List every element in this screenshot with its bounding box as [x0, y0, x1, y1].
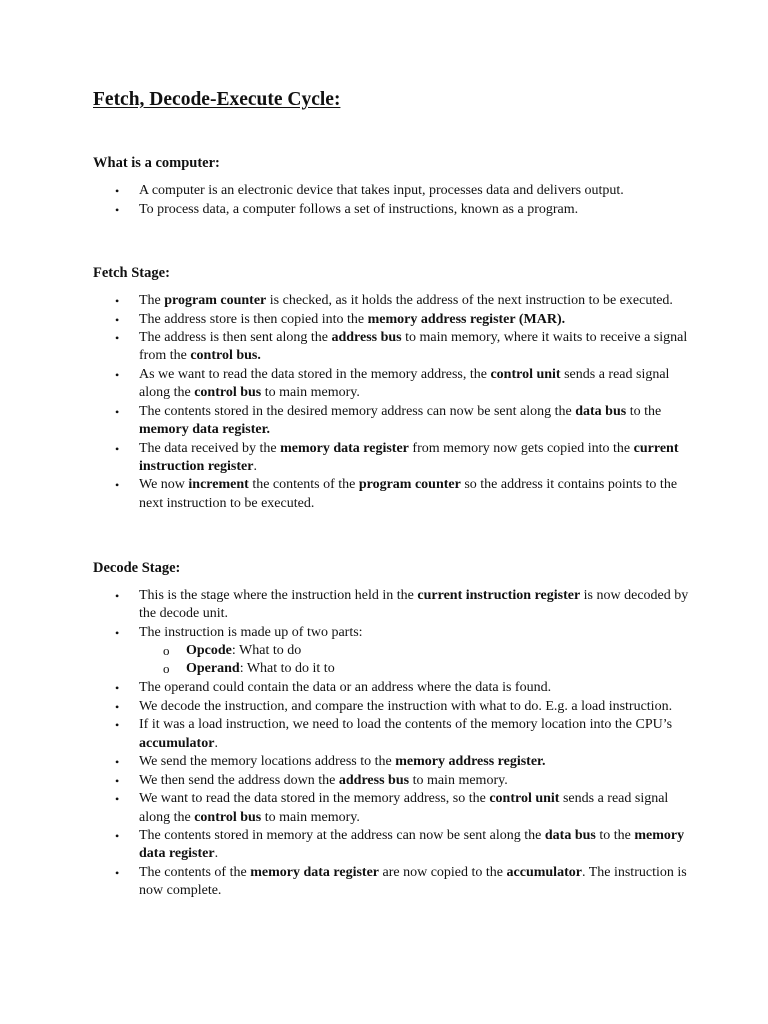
key-term: memory address register.: [395, 754, 546, 770]
key-term: memory data register: [139, 828, 685, 862]
bullet-icon: •: [115, 478, 120, 493]
list-item-text: . The instruction is now complete.: [139, 864, 687, 899]
list-item: [93, 587, 693, 623]
list-item-text: to the: [595, 828, 635, 844]
list-item: [93, 311, 693, 329]
section-decode-stage: [93, 559, 693, 901]
list-item: [93, 864, 693, 900]
list-item: [93, 329, 693, 365]
bullet-icon: •: [115, 681, 120, 696]
bullet-icon: •: [115, 404, 120, 419]
sub-list-item: [139, 642, 693, 660]
bullet-icon: •: [115, 792, 120, 807]
key-term: address bus: [338, 772, 410, 788]
list-item-text: sends a read signal along the: [139, 791, 669, 825]
list-item-text: : What to do: [231, 643, 302, 658]
bullet-icon: •: [115, 589, 120, 603]
key-term: memory data register: [280, 440, 409, 456]
list-item: [93, 182, 693, 200]
list-item-text: The operand could contain the data or an address where the data is found.: [139, 680, 552, 696]
section-heading: Decode Stage:: [93, 560, 181, 576]
list-item-text: is now decoded by the decode unit.: [139, 588, 689, 622]
bullet-list: [93, 292, 693, 513]
list-item-text: The: [139, 293, 165, 308]
list-item: [93, 698, 693, 716]
list-item-text: To process data, a computer follows a set of instructions, known as a program.: [139, 201, 579, 217]
list-item: [93, 403, 693, 439]
list-item: [93, 201, 693, 219]
key-term: current instruction register: [417, 588, 581, 603]
bullet-list: [93, 587, 693, 900]
key-term: control unit: [489, 791, 560, 807]
list-item-text: A computer is an electronic device that takes input, processes data and delivers output.: [139, 183, 624, 198]
key-term: memory data register: [250, 864, 379, 880]
list-item-text: is checked, as it holds the address of the next instruction to be executed.: [266, 293, 673, 308]
key-term: memory address register (MAR).: [367, 311, 566, 327]
key-term: data bus: [575, 403, 627, 419]
key-term: control bus.: [190, 348, 261, 364]
list-item-text: The instruction is made up of two parts:: [139, 624, 363, 640]
list-item-text: The address is then sent along the: [139, 330, 332, 346]
bullet-icon: •: [115, 718, 120, 733]
list-item-text: to main memory.: [261, 809, 360, 825]
list-item-text: to main memory, where it waits to receive a signal from the: [139, 330, 688, 364]
list-item-text: If it was a load instruction, we need to load the contents of the memory location into the CPU’s: [139, 717, 673, 733]
list-item-text: We decode the instruction, and compare the instruction with what to do. E.g. a load instruction.: [139, 698, 673, 714]
bullet-icon: •: [115, 331, 120, 346]
list-item-text: We send the memory locations address to the: [139, 754, 396, 770]
list-item-text: to main memory.: [261, 385, 360, 401]
list-item: [93, 679, 693, 697]
section-heading: Fetch Stage:: [93, 265, 170, 281]
bullet-icon: •: [115, 184, 120, 198]
list-item-text: The address store is then copied into the: [139, 311, 368, 327]
list-item: [93, 440, 693, 476]
key-term: accumulator: [139, 735, 215, 751]
list-item: [93, 716, 693, 752]
list-item: [93, 827, 693, 863]
list-item-text: .: [214, 846, 219, 862]
key-term: memory data register.: [139, 421, 271, 437]
list-item-text: We want to read the data stored in the memory address, so the: [139, 791, 490, 807]
bullet-icon: •: [115, 441, 120, 456]
list-item-text: This is the stage where the instruction held in the: [139, 588, 418, 603]
key-term: control unit: [490, 366, 561, 382]
section-what-is-a-computer: [93, 154, 693, 219]
list-item-text: : What to do it to: [239, 661, 335, 677]
bullet-list: [93, 182, 693, 219]
list-item-text: The contents stored in memory at the address can now be sent along the: [139, 828, 545, 844]
key-term: control bus: [194, 385, 262, 401]
bullet-icon: •: [115, 202, 120, 217]
key-term: program counter: [358, 477, 461, 493]
key-term: address bus: [331, 330, 402, 346]
bullet-icon: •: [115, 625, 120, 640]
bullet-icon: •: [115, 865, 120, 880]
list-item-text: the contents of the: [248, 477, 359, 493]
list-item-text: We then send the address down the: [139, 772, 339, 788]
list-item: [93, 790, 693, 826]
sub-bullet-icon: o: [163, 661, 170, 677]
list-item-text: so the address it contains points to the next instruction to be executed.: [139, 477, 678, 511]
section-fetch-stage: [93, 264, 693, 513]
list-item-text: are now copied to the: [379, 864, 507, 880]
list-item-text: to main memory.: [409, 772, 508, 788]
list-item-text: We now: [139, 477, 189, 493]
bullet-icon: •: [115, 829, 120, 844]
list-item-text: sends a read signal along the: [139, 366, 670, 401]
list-item: [93, 624, 693, 679]
list-item-text: The data received by the: [139, 440, 281, 456]
sub-list: [139, 642, 693, 679]
bullet-icon: •: [115, 367, 120, 382]
bullet-icon: •: [115, 699, 120, 714]
list-item: [93, 772, 693, 790]
key-term: increment: [188, 477, 249, 493]
key-term: Operand: [186, 661, 240, 677]
bullet-icon: •: [115, 773, 120, 788]
key-term: accumulator: [506, 864, 582, 880]
key-term: data bus: [544, 828, 596, 844]
bullet-icon: •: [115, 755, 120, 770]
bullet-icon: •: [115, 312, 120, 327]
list-item: [93, 476, 693, 512]
key-term: control bus: [194, 809, 262, 825]
list-item: [93, 366, 693, 402]
list-item-text: .: [253, 458, 257, 474]
sub-bullet-icon: o: [163, 643, 170, 658]
list-item-text: .: [214, 735, 218, 751]
section-heading: What is a computer:: [93, 155, 220, 171]
bullet-icon: •: [115, 294, 120, 308]
list-item-text: The contents of the: [139, 864, 251, 880]
key-term: program counter: [164, 293, 267, 308]
key-term: current instruction register: [139, 440, 679, 474]
document-title: Fetch, Decode-Execute Cycle:: [93, 89, 341, 110]
list-item-text: The contents stored in the desired memory address can now be sent along the: [139, 403, 576, 419]
list-item: [93, 753, 693, 771]
list-item-text: As we want to read the data stored in the memory address, the: [139, 366, 491, 382]
list-item-text: from memory now gets copied into the: [408, 440, 634, 456]
list-item-text: to the: [626, 403, 662, 419]
list-item: [93, 292, 693, 310]
key-term: Opcode: [186, 643, 232, 658]
sub-list-item: [139, 660, 693, 678]
